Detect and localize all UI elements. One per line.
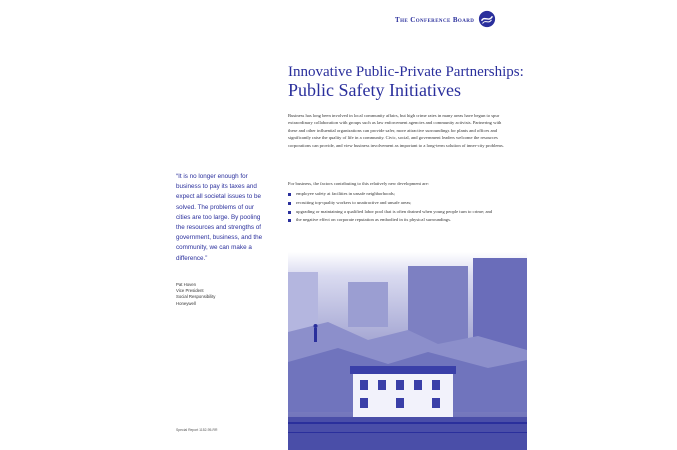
list-item: employee safety at facilities in unsafe neighborhoods; (288, 191, 510, 198)
neighborhood-photo (288, 252, 527, 450)
factors-intro: For business, the factors contributing to this relatively new development are: (288, 181, 429, 186)
list-item: recruiting top-quality workers to unattractive and unsafe areas; (288, 200, 510, 207)
page-title-line2: Public Safety Initiatives (288, 80, 461, 100)
list-item: the negative effect on corporate reputation as embodied in its physical surroundings. (288, 217, 510, 224)
body-paragraph: Business has long been involved in local community affairs, but high crime rates in many areas have begun to spur extraordinary collaboration with groups such as law enforcement agencies and community activists. Partnering with these and other influential organizations can provide safer, more attractive surroundings for plants and offices and significantly raise the quality of life in a community. Civic, social, and government leaders welcome the resources corporations can provide, and view business involvement as important to a long-term solution of inner-city problems. (288, 113, 504, 148)
quote-attribution (176, 282, 270, 307)
attribution-name: Pat Hoven (176, 282, 197, 287)
page-title-line1: Innovative Public-Private Partnerships: (288, 64, 524, 80)
report-number: Special Report 1152-95-RR (176, 428, 218, 432)
factors-list (288, 191, 510, 226)
attribution-department: Social Responsibility (176, 294, 216, 300)
brand-name: The Conference Board (395, 16, 475, 24)
pull-quote: “It is no longer enough for business to pay its taxes and expect all societal issues to be solved. The problems of our cities are too large. By pooling the resources and strengths of government, business, and the community, we can make a difference.” (176, 173, 263, 262)
list-item: upgrading or maintaining a qualified labor pool that is often drained when young people turn to crime; and (288, 209, 510, 216)
conference-board-logo-icon (478, 10, 496, 28)
attribution-title: Vice President (176, 288, 204, 294)
attribution-company: Honeywell (176, 300, 196, 306)
